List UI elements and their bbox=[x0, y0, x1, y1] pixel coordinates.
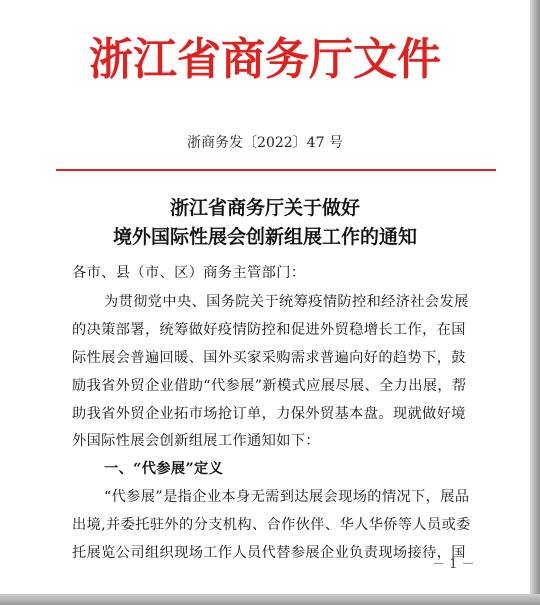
document-title-line-1: 浙江省商务厅关于做好 bbox=[169, 197, 360, 219]
document-number: 浙商务发〔2022〕47 号 bbox=[187, 135, 343, 151]
paragraph-1-line: 为贯彻党中央、国务院关于统筹疫情防控和经济社会发展 bbox=[104, 294, 469, 310]
salutation: 各市、县（市、区）商务主管部门： bbox=[72, 265, 306, 281]
paragraph-2-line: 托展览公司组织现场工作人员代替参展企业负责现场接待，国 bbox=[72, 545, 466, 561]
paragraph-2-line: 出境,并委托驻外的分支机构、合作伙伴、华人华侨等人员或委 bbox=[72, 517, 471, 533]
paragraph-2-line: “代参展”是指企业本身无需到达展会现场的情况下，展品 bbox=[104, 489, 470, 505]
red-separator-line bbox=[56, 169, 496, 171]
paragraph-1-line: 助我省外贸企业拓市场抢订单，力保外贸基本盘。现就做好境 bbox=[72, 406, 466, 422]
section-1-heading: 一、“代参展”定义 bbox=[104, 461, 224, 477]
page-bottom-edge bbox=[0, 594, 540, 605]
paragraph-1-line: 外国际性展会创新组展工作通知如下： bbox=[72, 433, 320, 449]
page-edge-shadow bbox=[530, 0, 540, 605]
document-masthead: 浙江省商务厅文件 bbox=[89, 34, 441, 85]
paragraph-1-line: 励我省外贸企业借助“代参展”新模式应展尽展、全力出展，帮 bbox=[72, 378, 467, 394]
page-number: － 1 － bbox=[432, 557, 475, 572]
paragraph-1-line: 的决策部署，统筹做好疫情防控和促进外贸稳增长工作，在国 bbox=[72, 322, 466, 338]
paragraph-1-line: 际性展会普遍回暖、国外买家采购需求普遍向好的趋势下，鼓 bbox=[72, 350, 466, 366]
document-title-line-2: 境外国际性展会创新组展工作的通知 bbox=[112, 226, 417, 248]
